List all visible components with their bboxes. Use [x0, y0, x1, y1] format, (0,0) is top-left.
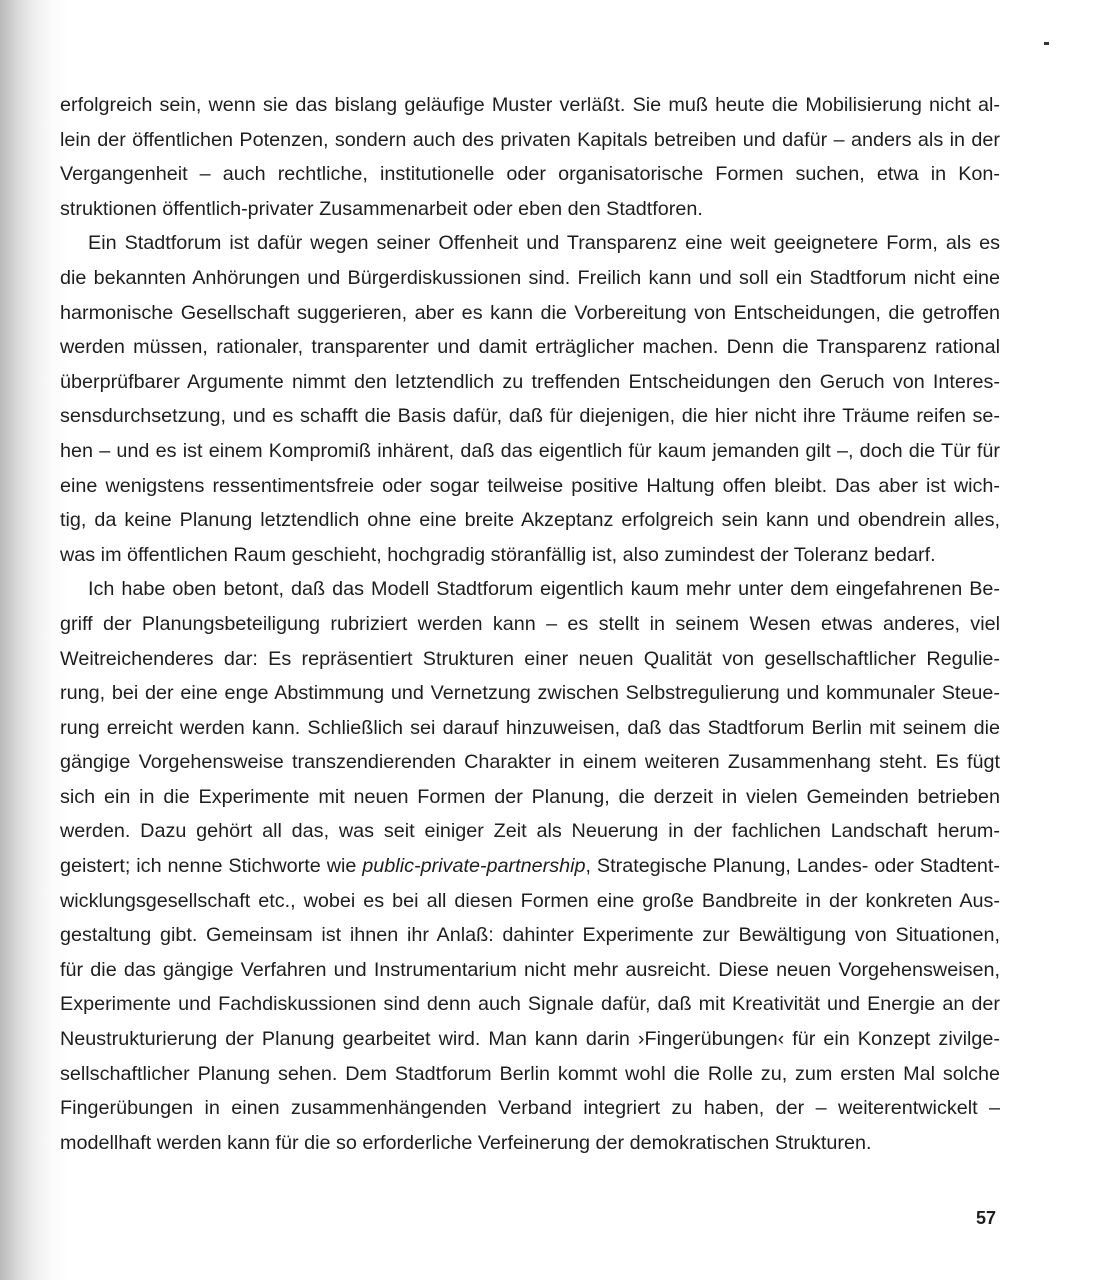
italic-term: public-private-partnership	[362, 855, 586, 878]
text-line: Weitreichenderes dar: Es repräsentiert Strukturen einer neuen Qualität von gesellschaftlicher Regulie-	[60, 647, 1000, 670]
page-number: 57	[976, 1208, 997, 1228]
text-line: gängige Vorgehensweise transzendierenden Charakter in einem weiteren Zusammenhang steht. Es fügt	[60, 751, 1000, 774]
text-line: modellhaft werden kann für die so erforderliche Verfeinerung der demokratischen Strukturen.	[60, 1131, 872, 1154]
text-line: gestaltung gibt. Gemeinsam ist ihnen ihr Anlaß: dahinter Experimente zur Bewältigung von Situationen,	[60, 924, 1000, 947]
text-line: tig, da keine Planung letztendlich ohne eine breite Akzeptanz erfolgreich sein kann und obendrein alles,	[60, 509, 1000, 532]
text-line: was im öffentlichen Raum geschieht, hochgradig störanfällig ist, also zumindest der Toleranz bedarf.	[60, 543, 936, 566]
text-line-with-italic	[60, 849, 1000, 884]
text-line: überprüfbarer Argumente nimmt den letztendlich zu treffenden Entscheidungen den Geruch von Interes-	[60, 370, 1000, 393]
text-line: Fingerübungen in einen zusammenhängenden Verband integriert zu haben, der – weiterentwickelt –	[60, 1097, 1000, 1120]
text-line: werden müssen, rationaler, transparenter und damit erträglicher machen. Denn die Transparenz rational	[60, 336, 1000, 359]
text-line: sensdurchsetzung, und es schafft die Basis dafür, daß für diejenigen, die hier nicht ihre Träume reifen se-	[60, 405, 1000, 428]
paragraph-1	[60, 88, 1000, 226]
text-line: Ein Stadtforum ist dafür wegen seiner Offenheit und Transparenz eine weit geeignetere Form, als es	[88, 232, 1000, 255]
text-line: rung erreicht werden kann. Schließlich sei darauf hinzuweisen, daß das Stadtforum Berlin mit seinem die	[60, 716, 1000, 739]
text-line: sellschaftlicher Planung sehen. Dem Stadtforum Berlin kommt wohl die Rolle zu, zum ersten Mal solche	[60, 1062, 1000, 1085]
text-line: für die das gängige Verfahren und Instrumentarium nicht mehr ausreicht. Diese neuen Vorgehensweisen,	[60, 958, 1000, 981]
text-line: Experimente und Fachdiskussionen sind denn auch Signale dafür, daß mit Kreativität und Energie an der	[60, 993, 1000, 1016]
text-line: werden. Dazu gehört all das, was seit einiger Zeit als Neuerung in der fachlichen Landschaft herum-	[60, 820, 1000, 843]
text-line: die bekannten Anhörungen und Bürgerdiskussionen sind. Freilich kann und soll ein Stadtforum nicht eine	[60, 266, 1000, 289]
text-line: hen – und es ist einem Kompromiß inhärent, daß das eigentlich für kaum jemanden gilt –, doch die Tür für	[60, 439, 1000, 462]
text-line: wicklungsgesellschaft etc., wobei es bei all diesen Formen eine große Bandbreite in der konkreten Aus-	[60, 889, 1000, 912]
text-line: lein der öffentlichen Potenzen, sondern auch des privaten Kapitals betreiben und dafür – anders als in der	[60, 128, 1000, 151]
text-line: Vergangenheit – auch rechtliche, institutionelle oder organisatorische Formen suchen, etwa in Kon-	[60, 163, 1000, 186]
print-mark	[1044, 42, 1049, 45]
text-line: Neustrukturierung der Planung gearbeitet wird. Man kann darin ›Fingerübungen‹ für ein Konzept zivilge-	[60, 1028, 1000, 1051]
text-line: harmonische Gesellschaft suggerieren, aber es kann die Vorbereitung von Entscheidungen, die getroffen	[60, 301, 1000, 324]
text-line: griff der Planungsbeteiligung rubriziert werden kann – es stellt in seinem Wesen etwas anderes, viel	[60, 612, 1000, 635]
text-line: erfolgreich sein, wenn sie das bislang geläufige Muster verläßt. Sie muß heute die Mobilisierung nicht al-	[60, 94, 1000, 116]
body-text	[60, 88, 1000, 1160]
text-line: sich ein in die Experimente mit neuen Formen der Planung, die derzeit in vielen Gemeinden betrieben	[60, 785, 1000, 808]
paragraph-2	[60, 226, 1000, 572]
text-segment: geistert; ich nenne Stichworte wie	[60, 855, 363, 878]
text-line: eine wenigstens ressentimentsfreie oder sogar teilweise positive Haltung offen bleibt. Das aber ist wich-	[60, 474, 1000, 497]
text-segment: , Strategische Planung, Landes- oder Stadtent-	[585, 855, 1000, 878]
text-line: rung, bei der eine enge Abstimmung und Vernetzung zwischen Selbstregulierung und kommunaler Steue-	[60, 682, 1000, 705]
text-line: Ich habe oben betont, daß das Modell Stadtforum eigentlich kaum mehr unter dem eingefahrenen Be-	[88, 578, 1000, 601]
text-line: struktionen öffentlich-privater Zusammenarbeit oder eben den Stadtforen.	[60, 197, 703, 220]
paragraph-3	[60, 572, 1000, 1160]
